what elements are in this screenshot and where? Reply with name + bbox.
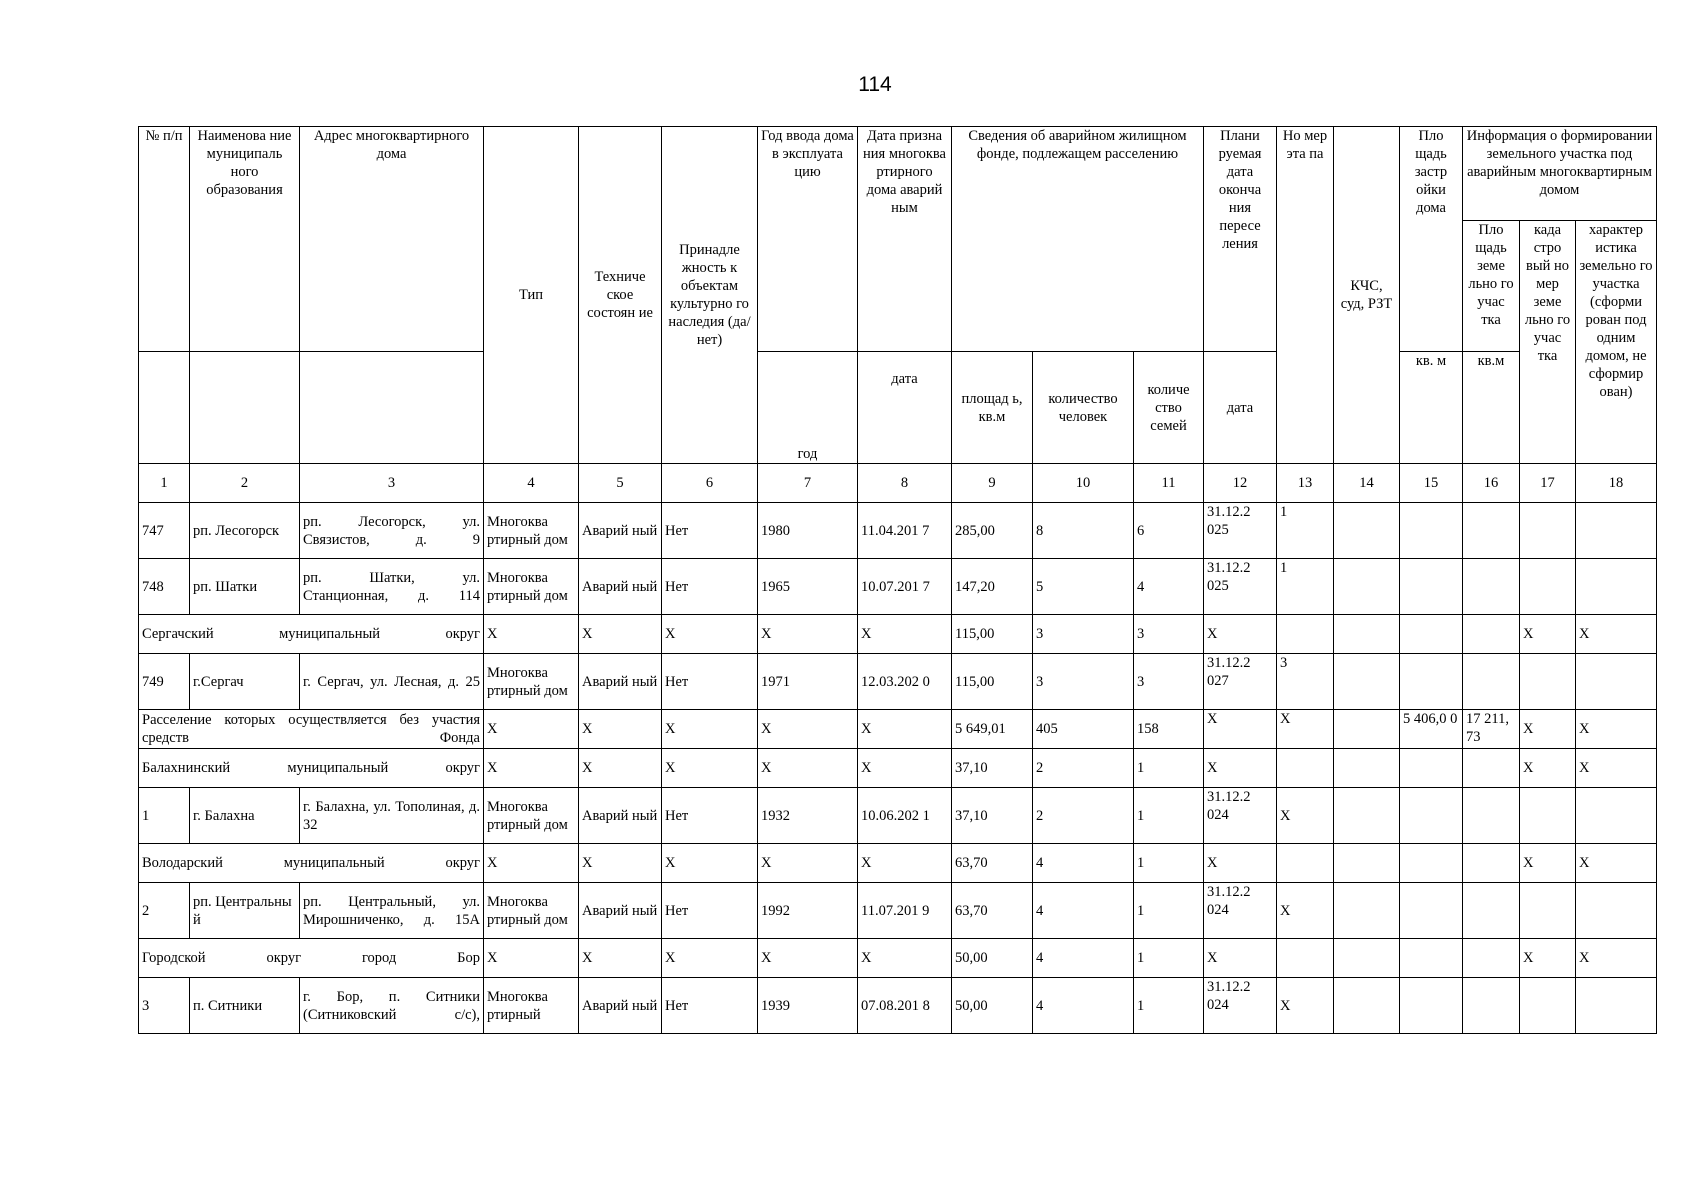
cell-kchs <box>1334 844 1400 883</box>
cell-people: 3 <box>1033 654 1134 710</box>
cell-end: X <box>1204 615 1277 654</box>
group-row <box>139 749 1657 788</box>
cell-build_area <box>1400 883 1463 939</box>
cell-cadastre <box>1520 883 1576 939</box>
cell-land_area <box>1463 503 1520 559</box>
cell-land_char <box>1576 883 1657 939</box>
cell-state: X <box>579 749 662 788</box>
page-number: 114 <box>858 73 892 96</box>
header-cell: Пло щадь застр ойки дома <box>1400 127 1463 352</box>
group-label: Сергачский муниципальный округ <box>139 615 484 654</box>
cell-people: 4 <box>1033 939 1134 978</box>
cell-year: X <box>758 615 858 654</box>
cell-state: X <box>579 710 662 749</box>
header-cell: када стро вый но мер земе льно го учас тка <box>1520 221 1576 464</box>
cell-build_area <box>1400 503 1463 559</box>
cell-people: 3 <box>1033 615 1134 654</box>
cell-people: 4 <box>1033 844 1134 883</box>
header-cell: Пло щадь земе льно го учас тка <box>1463 221 1520 352</box>
cell-stage: X <box>1277 710 1334 749</box>
cell-land_char: X <box>1576 844 1657 883</box>
cell-state: X <box>579 844 662 883</box>
header-cell: Принадле жность к объектам культурно го наследия (да/нет) <box>662 127 758 464</box>
resettlement-table <box>138 126 1657 1034</box>
cell-heritage: X <box>662 939 758 978</box>
table-header <box>139 127 1657 503</box>
cell-stage: 3 <box>1277 654 1334 710</box>
cell-area: 285,00 <box>952 503 1033 559</box>
header-cell: № п/п <box>139 127 190 352</box>
cell-kchs <box>1334 559 1400 615</box>
cell-families: 3 <box>1134 615 1204 654</box>
cell-year: 1992 <box>758 883 858 939</box>
cell-land_area <box>1463 978 1520 1034</box>
column-number: 15 <box>1400 464 1463 503</box>
column-number: 8 <box>858 464 952 503</box>
cell-year: X <box>758 749 858 788</box>
header-cell: Сведения об аварийном жилищном фонде, подлежащем расселению <box>952 127 1204 352</box>
cell-land_char: X <box>1576 615 1657 654</box>
cell-cadastre: X <box>1520 615 1576 654</box>
cell-build_area <box>1400 654 1463 710</box>
cell-state: Аварий ный <box>579 978 662 1034</box>
cell-type: Многоква ртирный дом <box>484 559 579 615</box>
cell-year: 1932 <box>758 788 858 844</box>
cell-end: X <box>1204 710 1277 749</box>
cell-heritage: X <box>662 844 758 883</box>
header-cell: дата <box>858 352 952 464</box>
cell-date: 11.04.201 7 <box>858 503 952 559</box>
header-cell: Адрес многоквартирного дома <box>300 127 484 352</box>
cell-kchs <box>1334 978 1400 1034</box>
cell-type: Многоква ртирный дом <box>484 788 579 844</box>
cell-cadastre <box>1520 654 1576 710</box>
table-body <box>139 503 1657 1034</box>
cell-area: 37,10 <box>952 749 1033 788</box>
cell-end: 31.12.2 025 <box>1204 503 1277 559</box>
header-cell: Но мер эта па <box>1277 127 1334 464</box>
cell-stage <box>1277 844 1334 883</box>
cell-type: Многоква ртирный <box>484 978 579 1034</box>
cell-stage <box>1277 939 1334 978</box>
cell-type: X <box>484 844 579 883</box>
cell-area: 50,00 <box>952 978 1033 1034</box>
cell-area: 5 649,01 <box>952 710 1033 749</box>
cell-land_area <box>1463 788 1520 844</box>
cell-people: 2 <box>1033 788 1134 844</box>
cell-number: 748 <box>139 559 190 615</box>
cell-area: 37,10 <box>952 788 1033 844</box>
group-row <box>139 615 1657 654</box>
cell-land_area <box>1463 615 1520 654</box>
cell-state: X <box>579 615 662 654</box>
column-number: 4 <box>484 464 579 503</box>
cell-address: рп. Лесогорск, ул. Связистов, д. 9 <box>300 503 484 559</box>
column-number: 5 <box>579 464 662 503</box>
cell-build_area <box>1400 749 1463 788</box>
cell-municipality: рп. Лесогорск <box>190 503 300 559</box>
cell-date: 10.06.202 1 <box>858 788 952 844</box>
column-number: 3 <box>300 464 484 503</box>
cell-end: 31.12.2 024 <box>1204 788 1277 844</box>
header-cell: год <box>758 352 858 464</box>
column-number: 12 <box>1204 464 1277 503</box>
cell-stage: 1 <box>1277 503 1334 559</box>
cell-stage: X <box>1277 788 1334 844</box>
cell-type: X <box>484 939 579 978</box>
cell-land_area <box>1463 883 1520 939</box>
cell-number: 749 <box>139 654 190 710</box>
cell-cadastre <box>1520 978 1576 1034</box>
cell-heritage: Нет <box>662 978 758 1034</box>
cell-land_char <box>1576 654 1657 710</box>
cell-families: 1 <box>1134 939 1204 978</box>
header-cell: кв. м <box>1400 352 1463 464</box>
cell-end: X <box>1204 749 1277 788</box>
cell-kchs <box>1334 749 1400 788</box>
cell-build_area <box>1400 615 1463 654</box>
cell-families: 1 <box>1134 844 1204 883</box>
cell-land_char <box>1576 503 1657 559</box>
cell-date: X <box>858 710 952 749</box>
cell-date: X <box>858 939 952 978</box>
cell-people: 4 <box>1033 883 1134 939</box>
cell-land_char: X <box>1576 710 1657 749</box>
cell-address: рп. Центральный, ул. Мирошниченко, д. 15А <box>300 883 484 939</box>
cell-municipality: г. Балахна <box>190 788 300 844</box>
column-number: 14 <box>1334 464 1400 503</box>
cell-date: X <box>858 749 952 788</box>
cell-families: 1 <box>1134 978 1204 1034</box>
cell-cadastre: X <box>1520 939 1576 978</box>
cell-number: 2 <box>139 883 190 939</box>
table-row <box>139 559 1657 615</box>
header-cell: Тип <box>484 127 579 464</box>
cell-heritage: Нет <box>662 654 758 710</box>
cell-state: Аварий ный <box>579 654 662 710</box>
cell-state: Аварий ный <box>579 883 662 939</box>
cell-type: Многоква ртирный дом <box>484 654 579 710</box>
cell-state: Аварий ный <box>579 503 662 559</box>
cell-address: г. Бор, п. Ситники (Ситниковский с/с), <box>300 978 484 1034</box>
cell-kchs <box>1334 654 1400 710</box>
cell-area: 115,00 <box>952 654 1033 710</box>
cell-area: 147,20 <box>952 559 1033 615</box>
table-row <box>139 883 1657 939</box>
cell-build_area: 5 406,0 0 <box>1400 710 1463 749</box>
cell-people: 2 <box>1033 749 1134 788</box>
cell-year: X <box>758 939 858 978</box>
cell-build_area <box>1400 844 1463 883</box>
cell-build_area <box>1400 788 1463 844</box>
column-number: 9 <box>952 464 1033 503</box>
cell-year: X <box>758 710 858 749</box>
cell-cadastre: X <box>1520 844 1576 883</box>
cell-kchs <box>1334 883 1400 939</box>
cell-kchs <box>1334 615 1400 654</box>
cell-people: 405 <box>1033 710 1134 749</box>
cell-build_area <box>1400 978 1463 1034</box>
cell-land_char <box>1576 978 1657 1034</box>
cell-stage: X <box>1277 978 1334 1034</box>
header-cell: количе ство семей <box>1134 352 1204 464</box>
cell-build_area <box>1400 939 1463 978</box>
cell-land_char <box>1576 788 1657 844</box>
header-cell <box>300 352 484 464</box>
cell-land_char: X <box>1576 749 1657 788</box>
cell-date: 10.07.201 7 <box>858 559 952 615</box>
header-cell: Техниче ское состоян ие <box>579 127 662 464</box>
header-cell: Дата призна ния многоква ртирного дома аварий ным <box>858 127 952 352</box>
cell-number: 1 <box>139 788 190 844</box>
cell-end: X <box>1204 844 1277 883</box>
cell-heritage: X <box>662 615 758 654</box>
cell-land_area <box>1463 654 1520 710</box>
table-row <box>139 654 1657 710</box>
cell-area: 63,70 <box>952 844 1033 883</box>
cell-cadastre: X <box>1520 749 1576 788</box>
column-number: 17 <box>1520 464 1576 503</box>
cell-build_area <box>1400 559 1463 615</box>
cell-families: 1 <box>1134 788 1204 844</box>
header-cell: Год ввода дома в эксплуата цию <box>758 127 858 352</box>
header-cell: количество человек <box>1033 352 1134 464</box>
cell-people: 4 <box>1033 978 1134 1034</box>
column-number: 13 <box>1277 464 1334 503</box>
cell-address: г. Балахна, ул. Тополиная, д. 32 <box>300 788 484 844</box>
cell-date: X <box>858 844 952 883</box>
cell-municipality: рп. Шатки <box>190 559 300 615</box>
cell-land_area <box>1463 559 1520 615</box>
cell-heritage: Нет <box>662 559 758 615</box>
cell-land_area <box>1463 939 1520 978</box>
group-label: Расселение которых осуществляется без участия средств Фонда <box>139 710 484 749</box>
cell-stage <box>1277 749 1334 788</box>
column-number: 2 <box>190 464 300 503</box>
cell-families: 158 <box>1134 710 1204 749</box>
cell-families: 6 <box>1134 503 1204 559</box>
group-label: Володарский муниципальный округ <box>139 844 484 883</box>
cell-date: X <box>858 615 952 654</box>
cell-stage: X <box>1277 883 1334 939</box>
cell-land_area: 17 211, 73 <box>1463 710 1520 749</box>
group-label: Балахнинский муниципальный округ <box>139 749 484 788</box>
column-number: 18 <box>1576 464 1657 503</box>
column-number: 1 <box>139 464 190 503</box>
header-cell: КЧС, суд, РЗТ <box>1334 127 1400 464</box>
cell-date: 11.07.201 9 <box>858 883 952 939</box>
cell-land_area <box>1463 844 1520 883</box>
header-cell: Информация о формировании земельного участка под аварийным многоквартирным домом <box>1463 127 1657 221</box>
cell-state: Аварий ный <box>579 788 662 844</box>
cell-heritage: Нет <box>662 883 758 939</box>
cell-end: 31.12.2 024 <box>1204 978 1277 1034</box>
cell-heritage: X <box>662 710 758 749</box>
cell-cadastre <box>1520 559 1576 615</box>
cell-families: 1 <box>1134 749 1204 788</box>
group-label: Городской округ город Бор <box>139 939 484 978</box>
header-cell: Плани руемая дата оконча ния пересе ления <box>1204 127 1277 352</box>
header-cell <box>139 352 190 464</box>
header-cell: характер истика земельно го участка (сформи рован под одним домом, не сформир ован) <box>1576 221 1657 464</box>
cell-land_char <box>1576 559 1657 615</box>
cell-kchs <box>1334 503 1400 559</box>
column-number: 11 <box>1134 464 1204 503</box>
cell-cadastre: X <box>1520 710 1576 749</box>
cell-date: 07.08.201 8 <box>858 978 952 1034</box>
column-number: 10 <box>1033 464 1134 503</box>
cell-heritage: X <box>662 749 758 788</box>
cell-municipality: г.Сергач <box>190 654 300 710</box>
cell-type: X <box>484 710 579 749</box>
cell-date: 12.03.202 0 <box>858 654 952 710</box>
group-row <box>139 844 1657 883</box>
header-cell: кв.м <box>1463 352 1520 464</box>
cell-year: 1965 <box>758 559 858 615</box>
cell-address: рп. Шатки, ул. Станционная, д. 114 <box>300 559 484 615</box>
cell-kchs <box>1334 939 1400 978</box>
cell-cadastre <box>1520 788 1576 844</box>
cell-address: г. Сергач, ул. Лесная, д. 25 <box>300 654 484 710</box>
cell-families: 3 <box>1134 654 1204 710</box>
cell-number: 747 <box>139 503 190 559</box>
cell-state: Аварий ный <box>579 559 662 615</box>
cell-type: Многоква ртирный дом <box>484 503 579 559</box>
cell-year: 1980 <box>758 503 858 559</box>
cell-stage: 1 <box>1277 559 1334 615</box>
cell-number: 3 <box>139 978 190 1034</box>
group-row <box>139 939 1657 978</box>
column-number: 6 <box>662 464 758 503</box>
cell-area: 115,00 <box>952 615 1033 654</box>
cell-area: 50,00 <box>952 939 1033 978</box>
cell-year: X <box>758 844 858 883</box>
header-cell <box>190 352 300 464</box>
column-number: 7 <box>758 464 858 503</box>
column-number: 16 <box>1463 464 1520 503</box>
cell-heritage: Нет <box>662 503 758 559</box>
cell-kchs <box>1334 788 1400 844</box>
cell-land_area <box>1463 749 1520 788</box>
header-cell: площад ь, кв.м <box>952 352 1033 464</box>
cell-cadastre <box>1520 503 1576 559</box>
header-cell: Наименова ние муниципаль ного образования <box>190 127 300 352</box>
cell-year: 1971 <box>758 654 858 710</box>
table-row <box>139 788 1657 844</box>
cell-end: 31.12.2 027 <box>1204 654 1277 710</box>
cell-families: 4 <box>1134 559 1204 615</box>
cell-area: 63,70 <box>952 883 1033 939</box>
cell-end: 31.12.2 025 <box>1204 559 1277 615</box>
cell-land_char: X <box>1576 939 1657 978</box>
cell-municipality: п. Ситники <box>190 978 300 1034</box>
cell-type: X <box>484 749 579 788</box>
column-number-row <box>139 464 1657 503</box>
cell-end: X <box>1204 939 1277 978</box>
cell-people: 8 <box>1033 503 1134 559</box>
cell-municipality: рп. Центральны й <box>190 883 300 939</box>
cell-kchs <box>1334 710 1400 749</box>
cell-heritage: Нет <box>662 788 758 844</box>
cell-state: X <box>579 939 662 978</box>
table-row <box>139 503 1657 559</box>
cell-families: 1 <box>1134 883 1204 939</box>
cell-year: 1939 <box>758 978 858 1034</box>
cell-people: 5 <box>1033 559 1134 615</box>
cell-type: X <box>484 615 579 654</box>
cell-end: 31.12.2 024 <box>1204 883 1277 939</box>
cell-type: Многоква ртирный дом <box>484 883 579 939</box>
table-row <box>139 978 1657 1034</box>
group-row <box>139 710 1657 749</box>
header-cell: дата <box>1204 352 1277 464</box>
cell-stage <box>1277 615 1334 654</box>
